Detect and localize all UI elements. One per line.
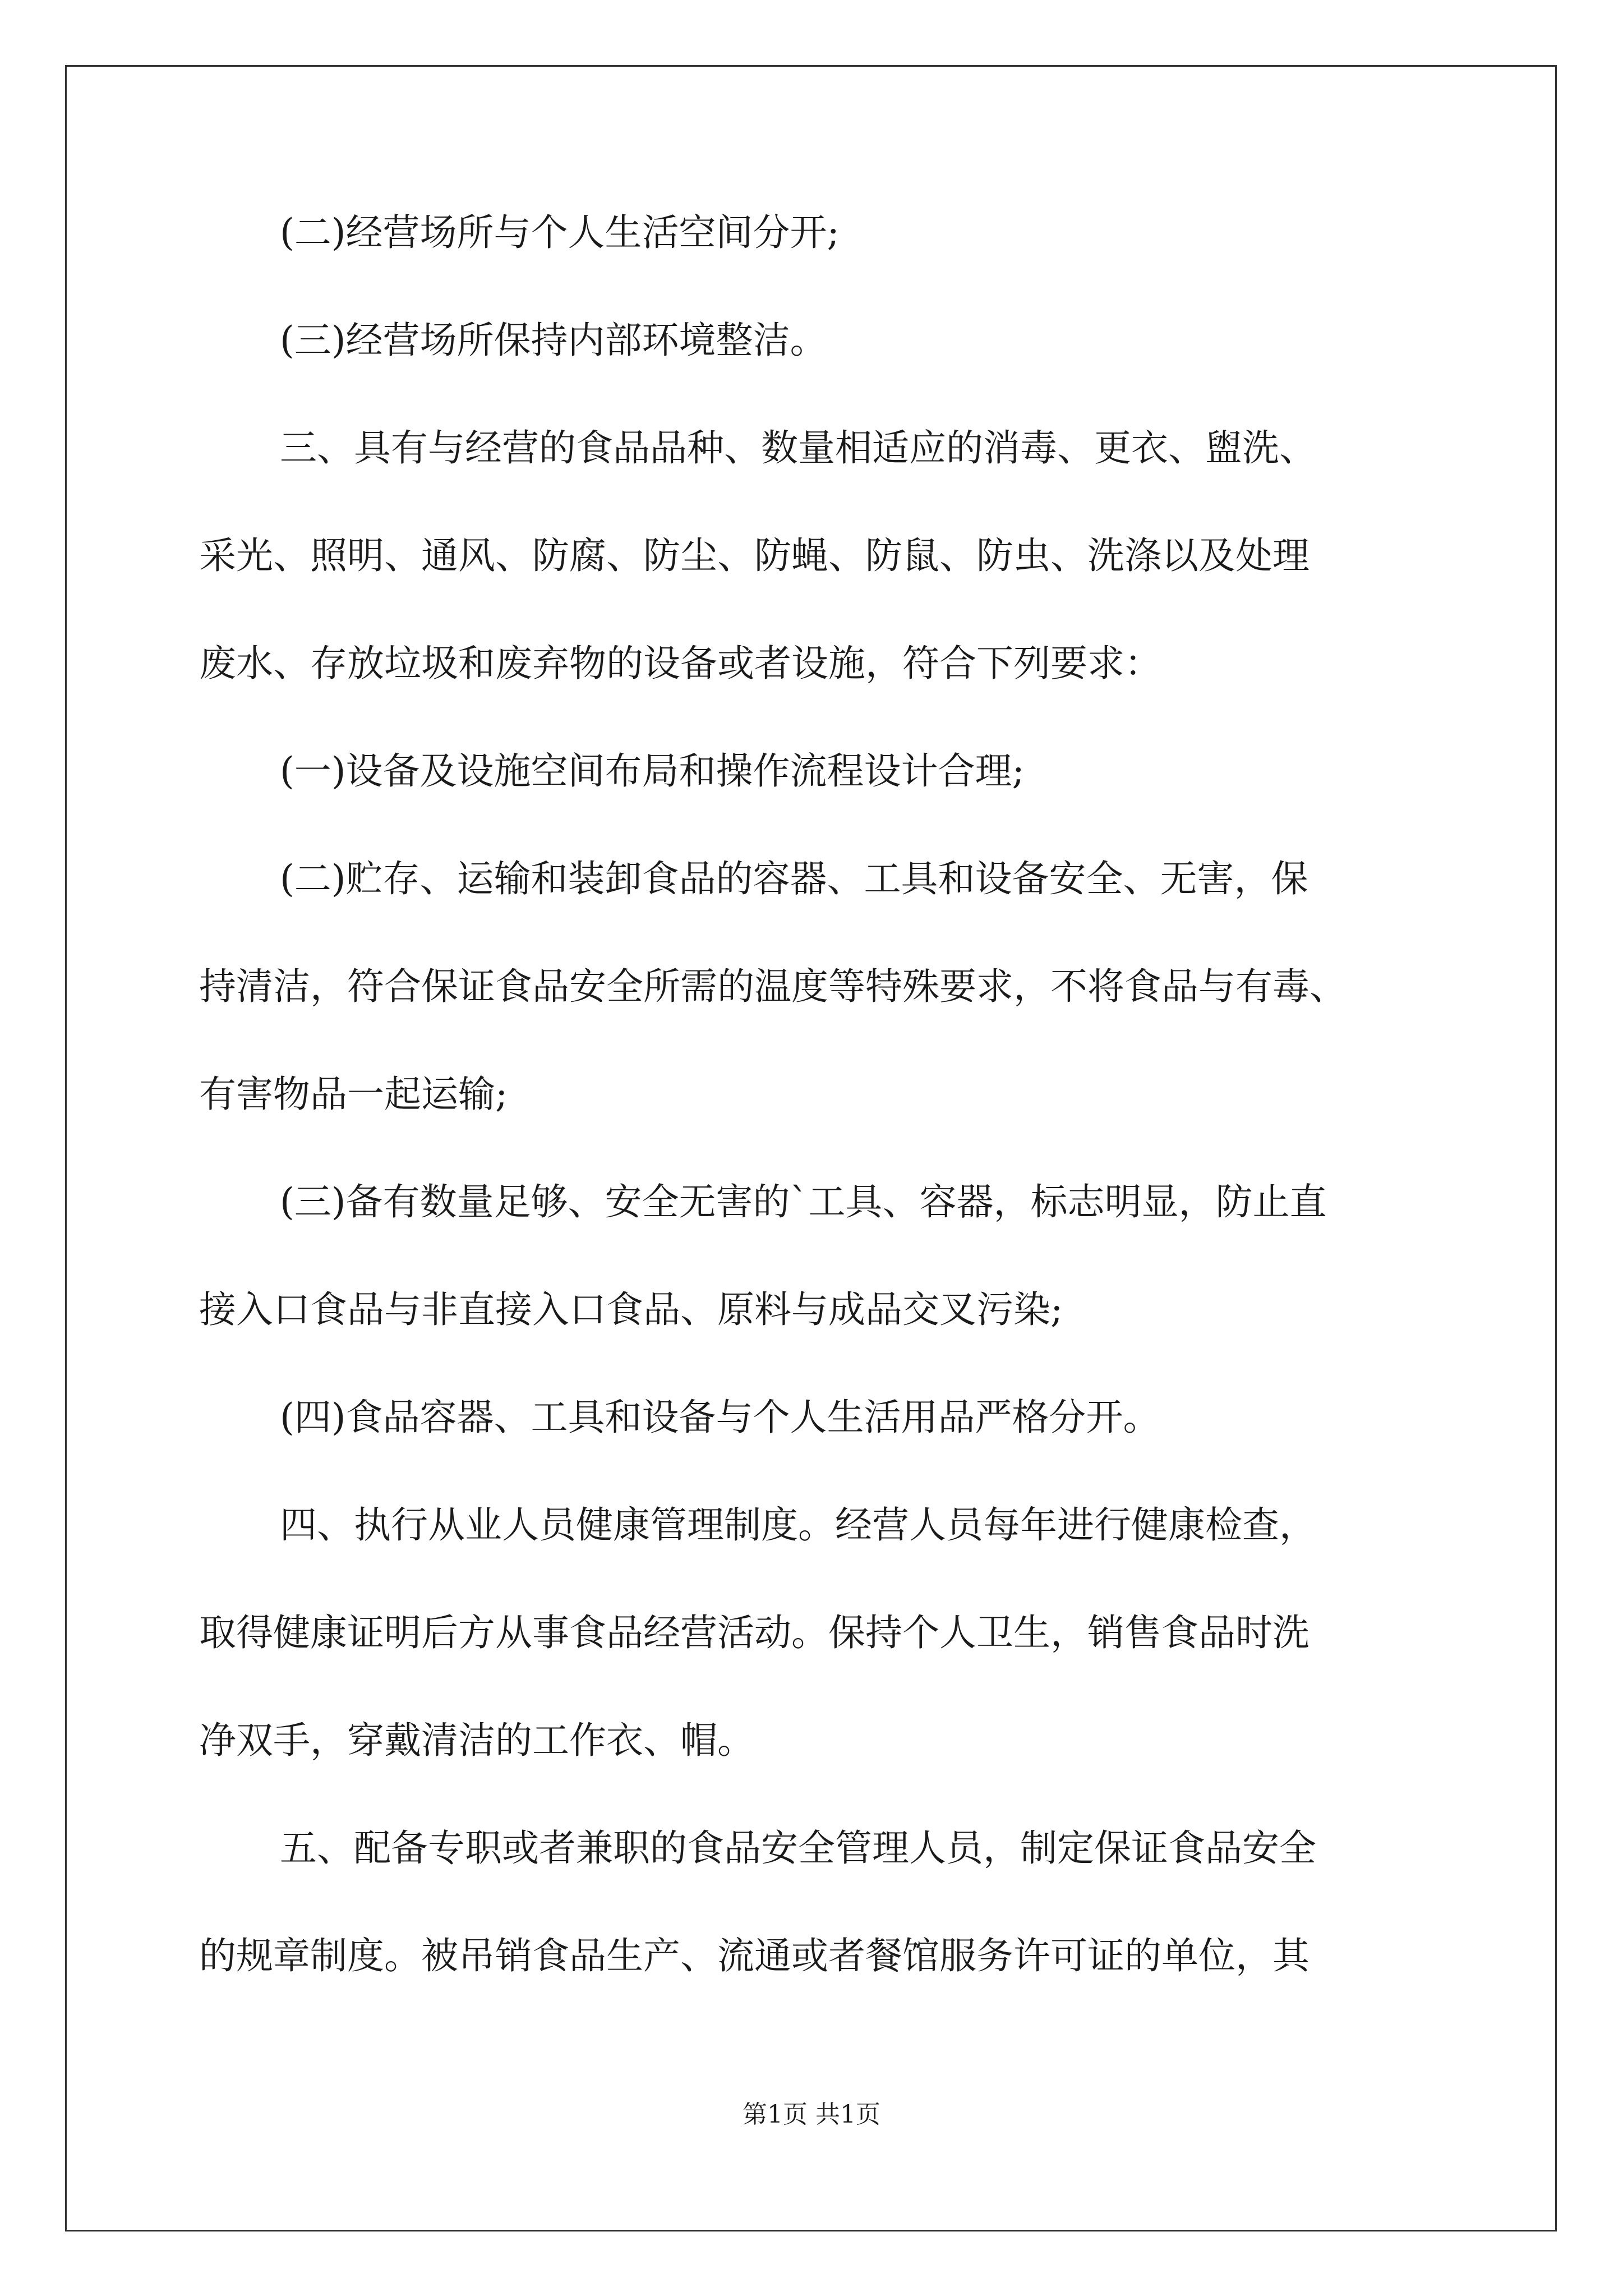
paragraph <box>199 1823 1478 1981</box>
paragraph <box>199 1177 1478 1335</box>
text-line: 取得健康证明后方从事食品经营活动。保持个人卫生，销售食品时洗 <box>199 1611 1310 1654</box>
text-line: 三、具有与经营的食品品种、数量相适应的消毒、更衣、盥洗、 <box>280 426 1316 470</box>
paragraph <box>199 1500 1478 1766</box>
text-line: 废水、存放垃圾和废弃物的设备或者设施，符合下列要求： <box>199 642 1161 685</box>
paragraph <box>199 315 1478 366</box>
text-line: (二)经营场所与个人生活空间分开; <box>280 211 840 254</box>
text-line: (四)食品容器、工具和设备与个人生活用品严格分开。 <box>280 1396 1160 1439</box>
page-number: 第1页 共1页 <box>743 2100 880 2129</box>
text-line: 接入口食品与非直接入口食品、原料与成品交叉污染; <box>199 1288 1063 1331</box>
paragraph <box>199 1392 1478 1443</box>
text-line: (二)贮存、运输和装卸食品的容器、工具和设备安全、无害，保 <box>280 857 1308 900</box>
text-line: 五、配备专职或者兼职的食品安全管理人员，制定保证食品安全 <box>280 1826 1316 1870</box>
text-line: 有害物品一起运输; <box>199 1073 508 1116</box>
text-line: (三)备有数量足够、安全无害的`工具、容器，标志明显，防止直 <box>280 1180 1327 1223</box>
text-line: 四、执行从业人员健康管理制度。经营人员每年进行健康检查， <box>280 1503 1316 1547</box>
document-body <box>199 208 1478 1981</box>
paragraph <box>199 208 1478 258</box>
text-line: 持清洁，符合保证食品安全所需的温度等特殊要求，不将食品与有毒、 <box>199 965 1347 1008</box>
text-line: 采光、照明、通风、防腐、防尘、防蝇、防鼠、防虫、洗涤以及处理 <box>199 534 1310 577</box>
text-line: (一)设备及设施空间布局和操作流程设计合理; <box>280 749 1025 793</box>
paragraph <box>199 854 1478 1120</box>
paragraph <box>199 746 1478 797</box>
text-line: 净双手，穿戴清洁的工作衣、帽。 <box>199 1719 754 1762</box>
text-line: 的规章制度。被吊销食品生产、流通或者餐馆服务许可证的单位，其 <box>199 1934 1310 1977</box>
text-line: (三)经营场所保持内部环境整洁。 <box>280 319 827 362</box>
paragraph <box>199 423 1478 689</box>
page-footer <box>0 2098 1623 2132</box>
